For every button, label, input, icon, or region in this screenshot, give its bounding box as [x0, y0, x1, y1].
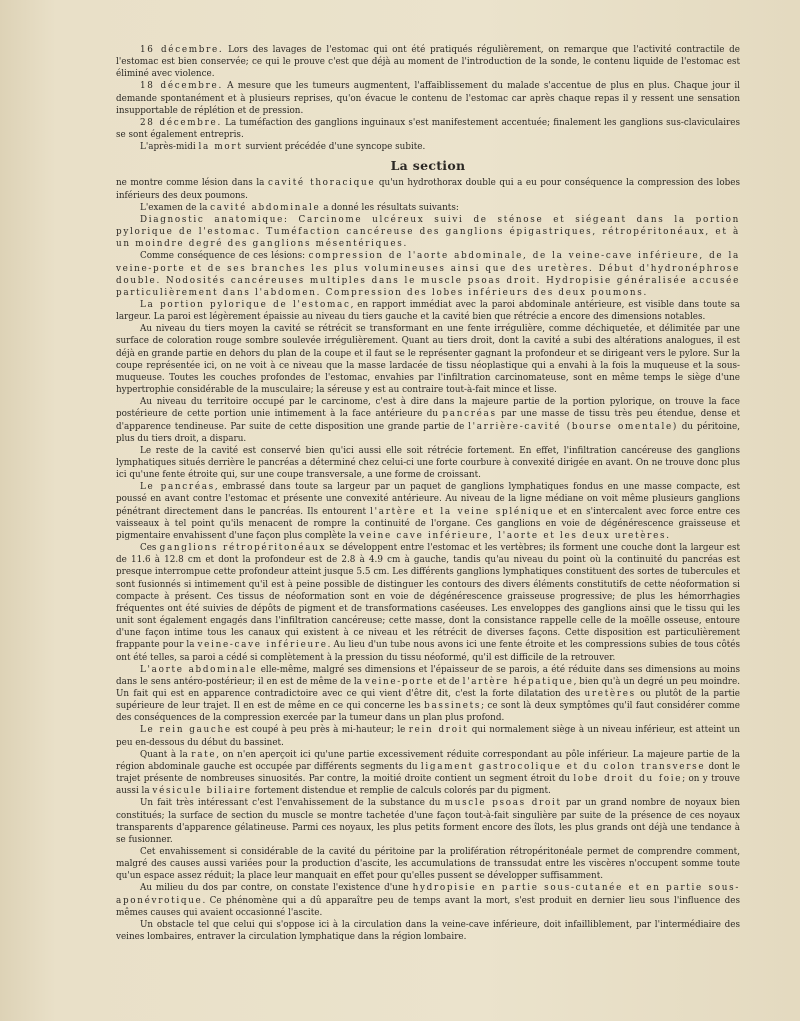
paragraph — [116, 44, 740, 80]
emphasis: veine cave inférieure, l'aorte et les deux uretères — [359, 530, 667, 541]
section-body — [116, 177, 740, 943]
emphasis: cavité thoracique — [267, 178, 376, 189]
emphasis: veine-porte — [364, 676, 435, 687]
emphasis: la mort — [198, 142, 243, 153]
emphasis: vésicule biliaire — [152, 786, 252, 797]
emphasis: ligament gastrocolique et du colon transverse — [420, 761, 706, 772]
emphasis: rein droit — [408, 725, 469, 736]
paragraph — [116, 919, 740, 943]
emphasis: L'aorte abdominale — [140, 664, 258, 675]
emphasis: uretères — [584, 688, 636, 699]
paragraph-text: . Ce phénomène qui a dû apparaître peu de temps avant la mort, s'est produit en dernier lieu sous l'influence des mêmes causes qui avaient occasionné l'ascite. — [116, 895, 740, 918]
clinical-notes — [116, 44, 740, 153]
paragraph-text: . — [666, 530, 670, 541]
date-label: 28 décembre. — [140, 117, 222, 128]
paragraph — [116, 250, 740, 299]
paragraph-text: A mesure que les tumeurs augmentent, l'affaiblissement du malade s'accentue de plus en plus. Chaque jour il demande spontanément et à plusieurs reprises, qu'on évacue le contenu de l'estomac car après chaque repas il y ressent une sensation insupportable de réplétion et de pression. — [116, 81, 740, 116]
paragraph — [116, 323, 740, 396]
paragraph-text: Au niveau du territoire occupé par le carcinome, c'est à dire dans la majeure partie de la portion pylorique, on trouve la face postérieure de cette portion unie intimement à la face antérieure du — [116, 397, 740, 420]
paragraph-text: ou plutôt de la partie supérieure de leur trajet. Il en est de même en ce qui concerne les — [116, 688, 741, 712]
paragraph — [116, 882, 740, 918]
paragraph-text: Ces — [140, 543, 160, 554]
paragraph-text: Au niveau du tiers moyen la cavité se rétrécit se transformant en une fente irrégulière, comme déchiquetée, et délimitée par une surface de coloration rouge sombre soulevée irrégulièrement. Quant au tiers droit, dont la cavité a subi des altérations analogues, il est déjà en grande partie en dehors du plan de la coupe et il faut se le représenter gagnant la profondeur et se dirigeant vers le pylore. Sur la coupe représentée ici, on ne voit à ce niveau que la masse lardacée de tissu néoplastique qui a envahi à la fois la muqueuse et la sous-muqueuse. Toutes les couches profondes de l'estomac, envahies par l'infiltration carcinomateuse, sont en même temps le siège d'une hypertrophie considérable de la musculaire; la séreuse y est au contraire tout-à-fait mince et lisse. — [116, 324, 740, 396]
emphasis: rate — [191, 749, 217, 760]
paragraph-text: qu'un hydrothorax double qui a eu pour conséquence la compression des lobes inférieurs des deux poumons. — [116, 178, 740, 201]
paragraph — [116, 202, 740, 214]
paragraph — [116, 846, 740, 882]
paragraph-text: Le reste de la cavité est conservé bien qu'ici aussi elle soit rétrécie fortement. En effet, l'infiltration cancéreuse des ganglions lymphatiques situés derrière le pancréas a déterminé chez celui-ci une forte courbure à convexité dirigée en avant. On ne trouve donc plus ici qu'une fente étroite qui, sur une coupe transversale, a une forme de croissant. — [116, 445, 740, 481]
paragraph — [116, 749, 740, 798]
paragraph — [116, 664, 740, 725]
paragraph — [116, 177, 740, 201]
emphasis: pancréas — [442, 409, 497, 420]
paragraph-text: du péritoine, plus du tiers droit, a disparu. — [116, 421, 740, 444]
paragraph-text: est coupé à peu près à mi-hauteur; le — [231, 725, 409, 736]
emphasis: l'arrière-cavité (bourse omentale) — [468, 421, 679, 432]
paragraph-text: , embrassé dans toute sa largeur par un paquet de ganglions lymphatiques fondus en une masse compacte, est poussé en avant contre l'estomac et présente une convexité antérieure. Au niveau de la ligne médiane on voit même plusieurs ganglions pénétrant directement dans le pancréas. Ils entourent — [116, 482, 740, 517]
paragraph-text: par une masse de tissu très peu étendue, dense et d'apparence tendineuse. Par suite de cette disposition une grande partie de — [116, 409, 740, 432]
paragraph-text: Quant à la — [140, 749, 192, 760]
section-heading: La section — [390, 158, 466, 174]
paragraph-text: ; on y trouve aussi la — [116, 774, 740, 797]
paragraph — [116, 396, 740, 445]
paragraph-text: . Au lieu d'un tube nous avons ici une fente étroite et les compressions subies de tous côtés ont été telles, sa paroi a cédé si complètement à la pression du tissu néoformé, qu'il est difficile de la retrouver. — [116, 640, 741, 663]
paragraph-text: et en s'intercalent avec force entre ces vaisseaux à tel point qu'ils menacent de rompre la continuité de l'organe. Ces ganglions en voie de dégénérescence graisseuse et pigmentaire envahissent d'une façon plus complète la — [116, 506, 740, 541]
paragraph — [116, 445, 740, 481]
emphasis: La portion pylorique de l'estomac — [140, 299, 351, 310]
emphasis: muscle psoas droit — [444, 798, 562, 809]
paragraph-text: et de — [434, 676, 463, 687]
paragraph — [116, 214, 740, 250]
paragraph — [116, 299, 740, 323]
paragraph-text: par un grand nombre de noyaux bien constitués; la surface de section du muscle se montre tachetée d'une façon tout-à-fait singulière par suite de la présence de ces noyaux transparents d'apparence gélatineuse. Parmi ces noyaux, les plus petits forment encore des îlots, les plus grands ont déjà une tendance à se fusionner. — [116, 798, 741, 845]
paragraph-text: Cet envahissement si considérable de la cavité du péritoine par la prolifération rétropéritonéale permet de comprendre comment, malgré des causes aussi variées pour la production d'ascite, les accumulations de transsudat entre les viscères n'occupent somme toute qu'un espace assez réduit; la place leur manquait en effet pour qu'elles pussent se développer suffisamment. — [116, 847, 740, 882]
paragraph-text: L'après-midi — [140, 142, 199, 153]
emphasis: ganglions rétropéritonéaux — [159, 543, 327, 554]
paragraph — [116, 481, 740, 542]
paragraph-text: ne montre comme lésion dans la — [116, 178, 268, 189]
paragraph-text: Un fait très intéressant c'est l'envahissement de la substance du — [140, 798, 445, 809]
paragraph — [116, 797, 740, 846]
date-label: 16 décembre. — [140, 45, 224, 55]
paragraph-text: a donné les résultats suivants: — [320, 202, 459, 213]
date-label: 18 décembre. — [140, 81, 223, 92]
paragraph — [116, 141, 740, 153]
emphasis: Le pancréas — [140, 482, 215, 493]
paragraph-text: , en rapport immédiat avec la paroi abdominale antérieure, est visible dans toute sa largeur. La paroi est légèrement épaissie au niveau du tiers gauche et la cavité bien que rétrécie a encore des dimensions notables. — [116, 299, 740, 323]
paragraph-text: Comme conséquence de ces lésions: — [140, 251, 309, 262]
emphasis: Le rein gauche — [140, 725, 232, 736]
emphasis: compression de l'aorte abdominale, de la veine-cave inférieure, de la veine-porte et de ses branches les plus volumineuses ainsi que des uretères. Début d'hydronéphrose double. Nodosités cancéreuses multiples dans le muscle psoas droit. Hydropisie généralisée accusée particulièrement dans l'abdomen. Compression des lobes inférieurs des deux poumons. — [116, 251, 740, 298]
emphasis: hydropisie en partie sous-cutanée et en partie sous-aponévrotique — [116, 883, 741, 906]
paragraph-text: fortement distendue et remplie de calculs colorés par du pigment. — [251, 786, 551, 797]
paragraph-text: survient précédée d'une syncope subite. — [242, 142, 426, 153]
paragraph-text: elle-même, malgré ses dimensions et l'épaisseur de se parois, a été réduite dans ses dimensions au moins dans le sens antéro-postérieur; il en est de même de la — [116, 664, 741, 687]
emphasis: cavité abdominale — [210, 202, 321, 213]
paragraph-text: La tuméfaction des ganglions inguinaux s'est manifestement accentuée; finalement les ganglions sus-claviculaires se sont également entrepris. — [116, 117, 740, 141]
paragraph — [116, 80, 740, 116]
paragraph-text: Un obstacle tel que celui qui s'oppose ici à la circulation dans la veine-cave inférieure, doit infailliblement, par l'intermédiaire des veines lombaires, entraver la circulation lymphatique dans la région lombaire. — [116, 919, 740, 943]
paragraph — [116, 117, 740, 141]
paragraph-text: , on n'en aperçoit ici qu'une partie excessivement réduite correspondant au pôle inférieur. La majeure partie de la région abdominale gauche est occupée par différents segments du — [116, 749, 741, 772]
paragraph-text: se développent entre l'estomac et les vertèbres; ils forment une couche dont la largeur est de 11.6 à 12.8 cm et dont la profondeur est de 2.8 à 4.9 cm à gauche, tandis qu'au niveau du point où la continuité du pancréas est presque interrompue cette profondeur atteint jusque 5.5 cm. Les différents ganglions lymphatiques constituent des sortes de tubercules et sont fusionnés si intimement qu'il est à peine possible de distinguer les contours des divers éléments constitutifs de cette néoformation si compacte à présent. Ces tissus de néoformation sont en voie de dégénérescence graisseuse progressive; de plus les hémorrhagies fréquentes ont été suivies de dépôts de pigment et de transformations caséeuses. Les enveloppes des ganglions ainsi que le tissu qui les unit sont également engagés dans l'infiltration cancéreuse; cette masse, dont la consistance rappelle celle de la moëlle osseuse, entoure d'une façon intime tous les canaux qui existent à ce niveau et les rétrécit de diverses façons. Cette disposition est particulièrement frappante pour la — [116, 543, 741, 651]
paragraph-text: Lors des lavages de l'estomac qui ont été pratiqués régulièrement, on remarque que l'activité contractile de l'estomac est bien conservée; ce qui le prouve c'est que déjà au moment de l'introduction de la sonde, le contenu liquide de l'estomac est éliminé avec violence. — [116, 45, 741, 80]
paragraph-text: ; ce sont là deux symptômes qu'il faut considérer comme des conséquences de la compression exercée par la tumeur dans un plan plus profond. — [116, 701, 740, 724]
paragraph — [116, 542, 740, 664]
paragraph-text: L'examen de la — [140, 202, 211, 213]
emphasis: l'artère hépatique — [462, 676, 574, 687]
paragraph-text: , bien qu'à un degré un peu moindre. Un fait qui est en apparence contradictoire avec ce qui vient d'être dit, c'est la forte dilatation des — [116, 676, 741, 699]
emphasis: Diagnostic anatomique: Carcinome ulcéreux suivi de sténose et siégeant dans la portion pylorique de l'estomac. Tuméfaction cancéreuse des ganglions épigastriques, rétropéritonéaux, et à un moindre degré des ganglions mésentériques. — [116, 214, 740, 250]
paragraph — [116, 724, 740, 748]
emphasis: l'artère et la veine splénique — [370, 506, 555, 517]
paragraph-text: dont le trajet présente de nombreuses sinuosités. Par contre, la moitié droite contient un segment étroit du — [116, 761, 740, 785]
emphasis: lobe droit du foie — [573, 774, 683, 785]
emphasis: bassinets — [424, 701, 482, 712]
paragraph-text: qui normalement siège à un niveau inférieur, est atteint un peu en-dessous du début du bassinet. — [116, 725, 741, 748]
emphasis: veine-cave inférieure — [197, 640, 328, 651]
paragraph-text: Au milieu du dos par contre, on constate l'existence d'une — [140, 883, 413, 894]
